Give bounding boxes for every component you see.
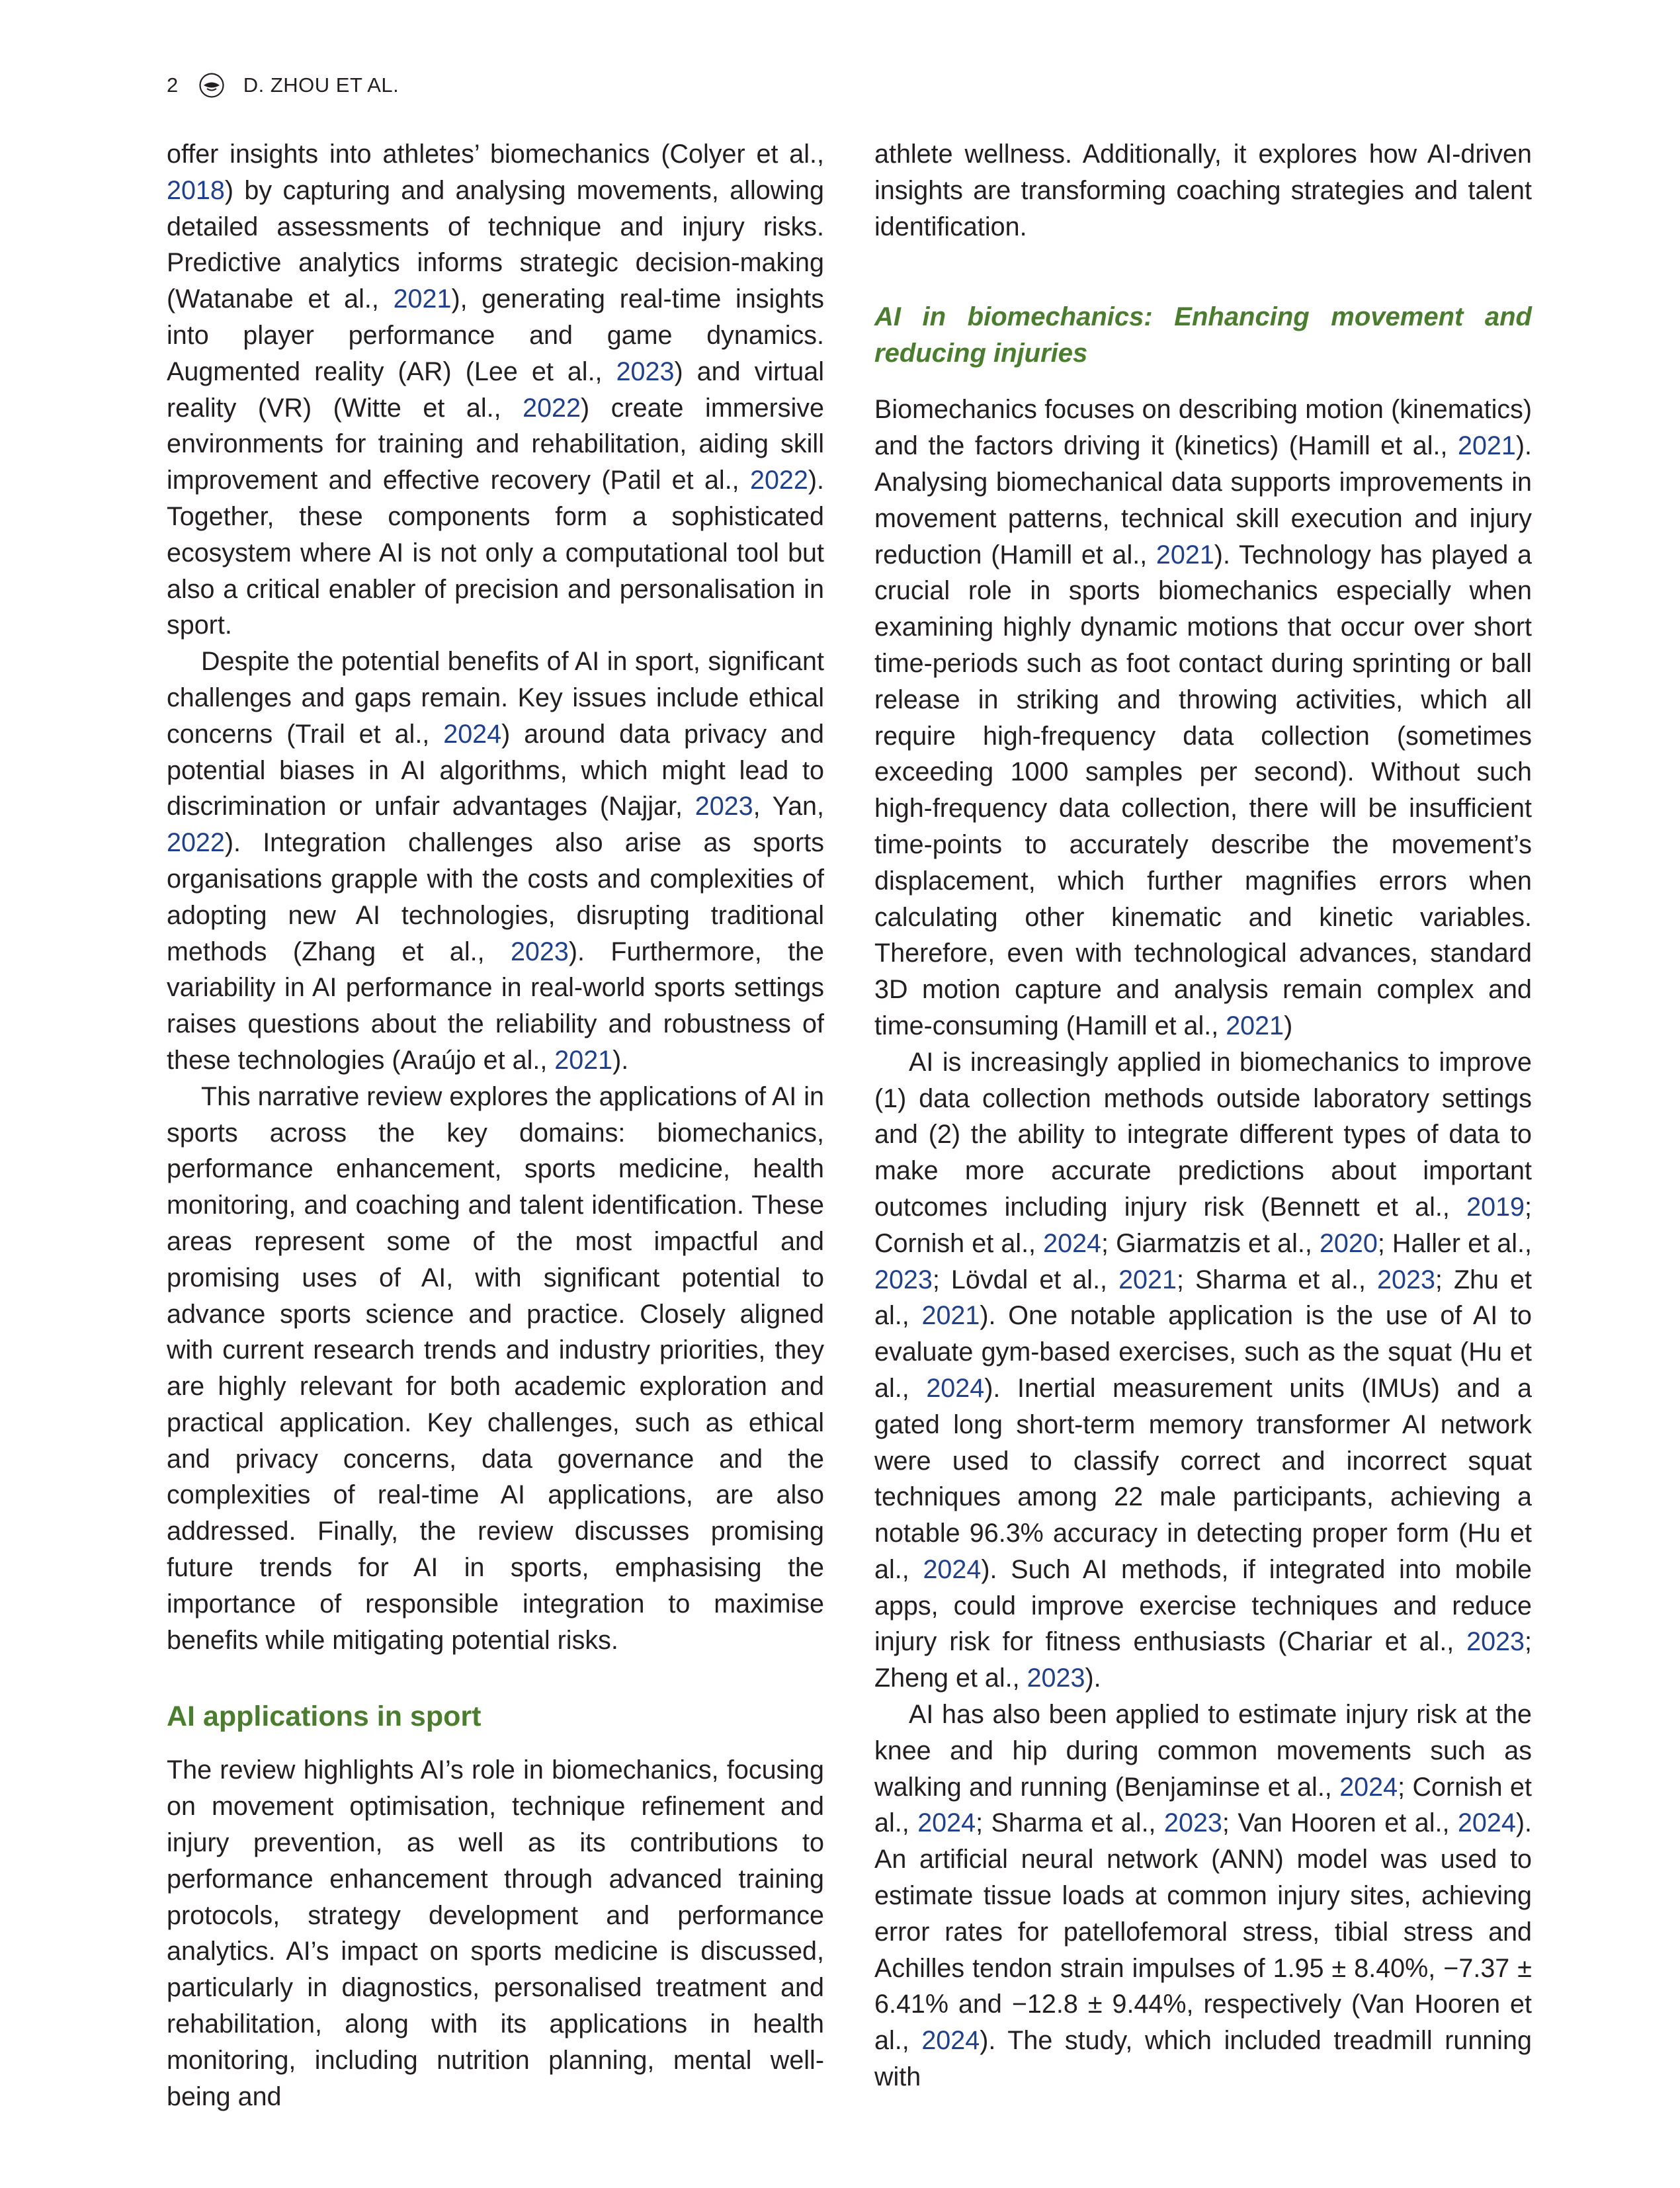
left-column [167,136,824,2115]
citation-link[interactable]: 2024 [443,719,502,749]
citation-link[interactable]: 2023 [1164,1808,1222,1838]
paragraph: The review highlights AI’s role in biomechanics, focusing on movement optimisation, technique refinement and injury prevention, as well as its contributions to performance enhancement through advanced training protocols, strategy development and performance analytics. AI’s impact on sports medicine is discussed, particularly in diagnostics, personalised treatment and rehabilitation, along with its applications in health monitoring, including nutrition planning, mental well-being and [167,1755,824,2111]
citation-link[interactable]: 2024 [1457,1808,1516,1838]
citation-link[interactable]: 2022 [167,828,225,858]
citation-link[interactable]: 2024 [917,1808,976,1838]
paragraph: This narrative review explores the applications of AI in sports across the key domains: biomechanics, performance enhancement, sports medicine, health monitoring, and coaching and talent identification. These areas represent some of the most impactful and promising uses of AI, with significant potential to advance sports science and practice. Closely aligned with current research trends and industry priorities, they are highly relevant for both academic exploration and practical application. Key challenges, such as ethical and privacy concerns, data governance and the complexities of real-time AI applications, are also addressed. Finally, the review discusses promising future trends for AI in sports, emphasising the importance of responsible integration to maximise benefits while mitigating potential risks. [167,1081,824,1655]
citation-link[interactable]: 2019 [1466,1192,1525,1222]
citation-link[interactable]: 2022 [523,393,581,423]
citation-link[interactable]: 2024 [921,2026,980,2056]
journal-logo-icon [198,72,225,99]
section-heading: AI applications in sport [167,1701,482,1733]
citation-link[interactable]: 2021 [921,1301,980,1331]
citation-link[interactable]: 2022 [749,466,808,495]
citation-link[interactable]: 2023 [1377,1265,1435,1294]
paragraph: Biomechanics focuses on describing motion (kinematics) and the factors driving it (kinetics) (Hamill et al., 2021). Analysing biomechanical data supports improvements in movement patterns, technical skill execution and injury reduction (Hamill et al., 2021). Technology has played a crucial role in sports biomechanics especially when examining highly dynamic motions that occur over short time-periods such as foot contact during sprinting or ball release in striking and throwing activities, which all require high-frequency data collection (sometimes exceeding 1000 samples per second). Without such high-frequency data collection, there will be insufficient time-points to accurately describe the movement’s displacement, which further magnifies errors when calculating other kinematic and kinetic variables. Therefore, even with technological advances, standard 3D motion capture and analysis remain complex and time-consuming (Hamill et al., 2021) [874,395,1533,1040]
citation-link[interactable]: 2021 [393,284,452,314]
citation-link[interactable]: 2023 [616,357,675,386]
paragraph: AI is increasingly applied in biomechanics to improve (1) data collection methods outside laboratory settings and (2) the ability to integrate different types of data to make more accurate predictions about important outcomes including injury risk (Bennett et al., 2019; Cornish et al., 2024; Giarmatzis et al., 2020; Haller et al., 2023; Lövdal et al., 2021; Sharma et al., 2023; Zhu et al., 2021). One notable application is the use of AI to evaluate gym-based exercises, such as the squat (Hu et al., 2024). Inertial measurement units (IMUs) and a gated long short-term memory transformer AI network were used to classify correct and incorrect squat techniques among 22 male participants, achieving a notable 96.3% accuracy in detecting proper form (Hu et al., 2024). Such AI methods, if integrated into mobile apps, could improve exercise techniques and reduce injury risk for fitness enthusiasts (Chariar et al., 2023; Zheng et al., 2023). [874,1047,1533,1693]
citation-link[interactable]: 2023 [1466,1627,1525,1657]
paragraph: offer insights into athletes’ biomechanics (Colyer et al., 2018) by capturing and analysing movements, allowing detailed assessments of technique and injury risks. Predictive analytics informs strategic decision-making (Watanabe et al., 2021), generating real-time insights into player performance and game dynamics. Augmented reality (AR) (Lee et al., 2023) and virtual reality (VR) (Witte et al., 2022) create immersive environments for training and rehabilitation, aiding skill improvement and effective recovery (Patil et al., 2022). Together, these components form a sophisticated ecosystem where AI is not only a computational tool but also a critical enabler of precision and personalisation in sport. [167,140,824,640]
citation-link[interactable]: 2021 [554,1045,613,1075]
paragraph: Despite the potential benefits of AI in sport, significant challenges and gaps remain. Key issues include ethical concerns (Trail et al., 2024) around data privacy and potential biases in AI algorithms, which might lead to discrimination or unfair advantages (Najjar, 2023, Yan, 2022). Integration challenges also arise as sports organisations grapple with the costs and complexities of adopting new AI technologies, disrupting traditional methods (Zhang et al., 2023). Furthermore, the variability in AI performance in real-world sports settings raises questions about the reliability and robustness of these technologies (Araújo et al., 2021). [167,647,824,1075]
right-column [874,136,1532,2095]
citation-link[interactable]: 2018 [167,175,225,205]
citation-link[interactable]: 2024 [926,1373,985,1403]
paragraph: AI has also been applied to estimate injury risk at the knee and hip during common movements such as walking and running (Benjaminse et al., 2024; Cornish et al., 2024; Sharma et al., 2023; Van Hooren et al., 2024). An artificial neural network (ANN) model was used to estimate tissue loads at common injury sites, achieving error rates for patellofemoral stress, tibial stress and Achilles tendon strain impulses of 1.95 ± 8.40%, −7.37 ± 6.41% and −12.8 ± 9.44%, respectively (Van Hooren et al., 2024). The study, which included treadmill running with [874,1700,1532,2092]
citation-link[interactable]: 2023 [1027,1663,1085,1693]
citation-link[interactable]: 2021 [1155,540,1214,569]
citation-link[interactable]: 2023 [510,937,569,966]
citation-link[interactable]: 2021 [1118,1265,1177,1294]
citation-link[interactable]: 2024 [923,1554,982,1584]
running-head-authors: D. ZHOU ET AL. [243,73,399,97]
citation-link[interactable]: 2023 [694,792,753,821]
subsection-heading: AI in biomechanics: Enhancing movement and reducing injuries [874,302,1532,368]
citation-link[interactable]: 2021 [1226,1011,1284,1040]
page-number: 2 [167,73,179,97]
citation-link[interactable]: 2024 [1043,1228,1102,1258]
citation-link[interactable]: 2023 [874,1265,933,1294]
citation-link[interactable]: 2021 [1457,431,1516,461]
paragraph: athlete wellness. Additionally, it explores how AI-driven insights are transforming coaching strategies and talent identification. [874,140,1532,241]
citation-link[interactable]: 2024 [1339,1772,1398,1802]
citation-link[interactable]: 2020 [1319,1228,1378,1258]
running-header [167,69,399,102]
